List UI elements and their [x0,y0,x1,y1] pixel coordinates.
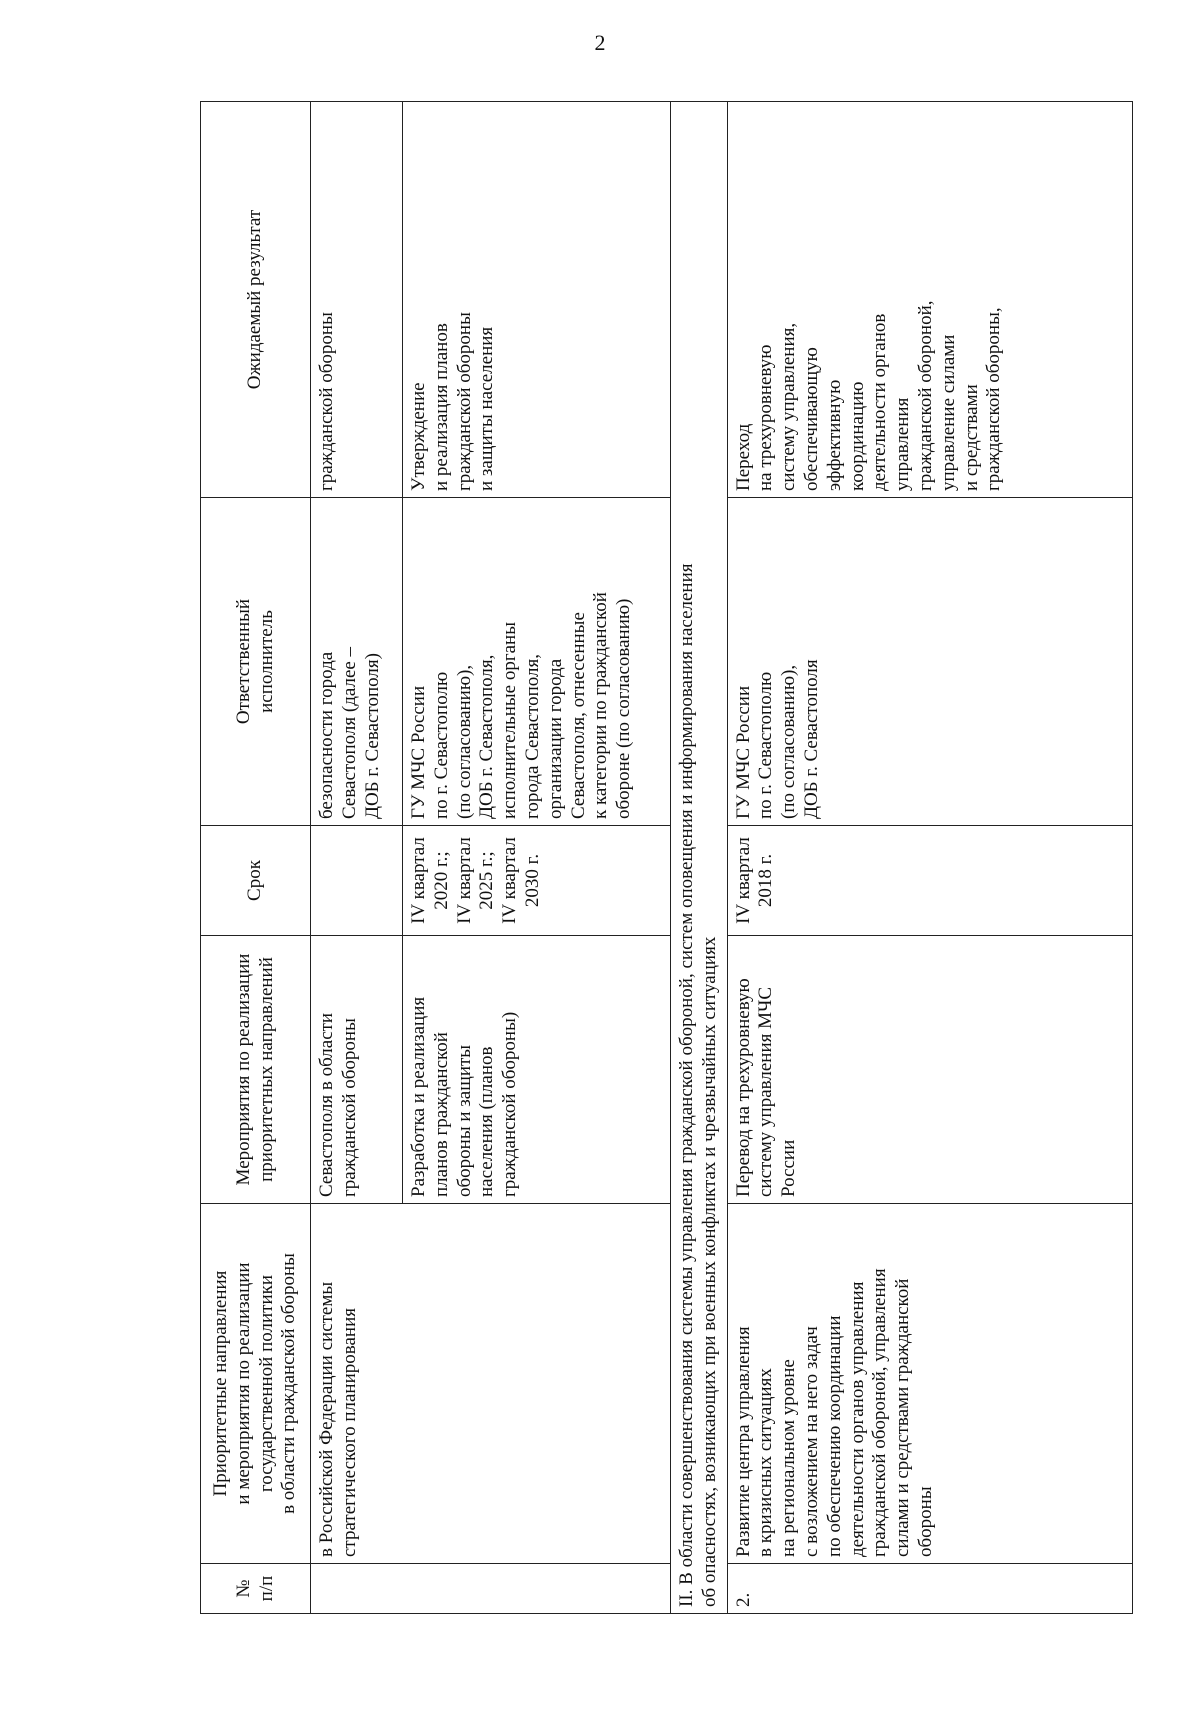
sub-measures: Разработка и реализация планов гражданской обороны и защиты населения (планов гражданской обороны) [403,936,671,1204]
header-direction: Приоритетные направления и мероприятия по реализации государственной политики в области гражданской обороны [201,1204,311,1564]
row-2-result: Переход на трехуровневую систему управления, обеспечивающую эффективную координацию деятельности органов управления гражданской обороной, управление силами и средствами гражданской обороны, [727,102,1132,498]
section-2-row [671,102,728,1614]
measures-table [200,101,1133,1614]
cont-deadline [311,826,403,936]
cont-executor: безопасности города Севастополя (далее – ДОБ г. Севастополя) [311,498,403,826]
row-2-num: 2. [727,1564,1132,1614]
row-2-executor: ГУ МЧС России по г. Севастополю (по согласованию), ДОБ г. Севастополя [727,498,1132,826]
continuation-row [311,102,403,1614]
sub-result: Утверждение и реализация планов гражданской обороны и защиты населения [403,102,671,498]
header-measures: Мероприятия по реализации приоритетных направлений [201,936,311,1204]
row-2-direction: Развитие центра управления в кризисных ситуациях на региональном уровне с возложением на него задач по обеспечению координации деятельности органов управления гражданской обороной, управления силами и средствами гражданской обороны [727,1204,1132,1564]
page-number: 2 [594,30,606,55]
cont-result: гражданской обороны [311,102,403,498]
header-result: Ожидаемый результат [201,102,311,498]
cont-num [311,1564,671,1614]
row-2 [727,102,1132,1614]
section-2-heading: II. В области совершенствования системы управления гражданской обороной, систем оповещения и информирования населения об опасностях, возникающих при военных конфликтах и чрезвычайных ситуациях [671,102,728,1614]
header-num: № п/п [201,1564,311,1614]
row-2-deadline: IV квартал 2018 г. [727,826,1132,936]
header-executor: Ответственный исполнитель [201,498,311,826]
rotated-table-container [200,102,1130,1614]
header-deadline: Срок [201,826,311,936]
cont-direction: в Российской Федерации системы стратегического планирования [311,1204,671,1564]
cont-measures: Севастополя в области гражданской обороны [311,936,403,1204]
sub-executor: ГУ МЧС России по г. Севастополю (по согласованию), ДОБ г. Севастополя, исполнительные органы города Севастополя, организации города Севастополя, отнесенные к категории по гражданской обороне (по согласованию) [403,498,671,826]
sub-deadline: IV квартал 2020 г.; IV квартал 2025 г.; IV квартал 2030 г. [403,826,671,936]
row-2-measures: Перевод на трехуровневую систему управления МЧС России [727,936,1132,1204]
header-row [201,102,311,1614]
